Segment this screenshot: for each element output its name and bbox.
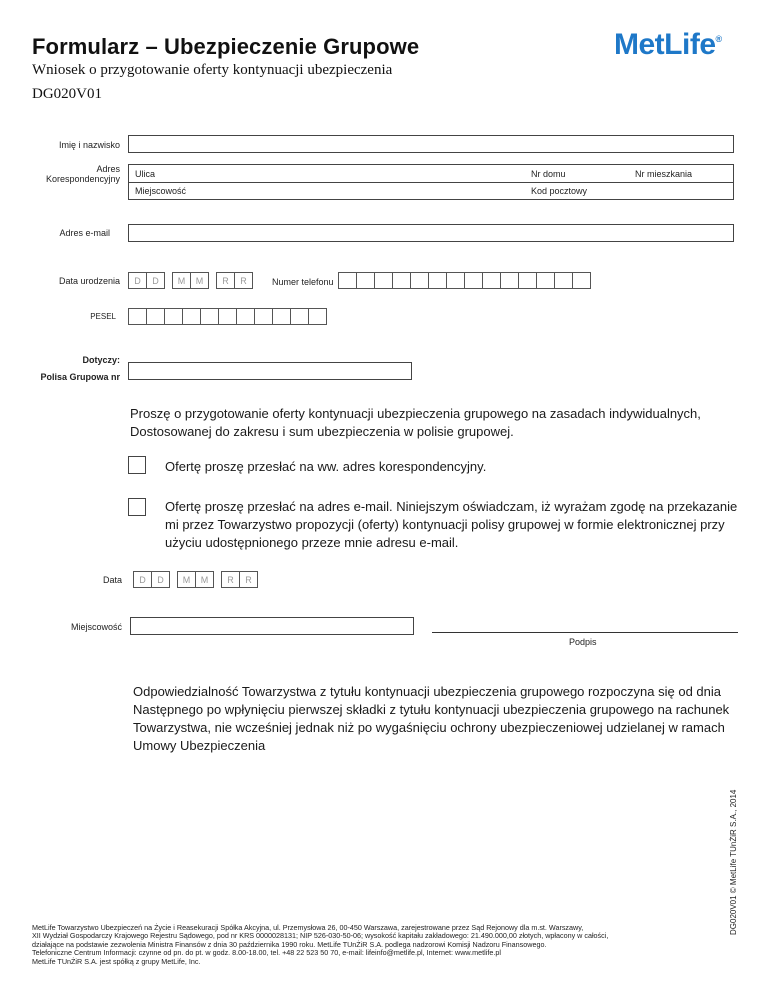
phone-cell[interactable] bbox=[392, 272, 411, 289]
phone-cells[interactable] bbox=[338, 272, 590, 289]
birth-date-cells[interactable] bbox=[128, 272, 252, 289]
pesel-cell[interactable] bbox=[164, 308, 183, 325]
liability-line-3: Towarzystwa, nie wcześniej jednak niż po wygaśnięciu ochrony ubezpieczeniowej udzielanej w ramach bbox=[133, 720, 725, 735]
phone-cell[interactable] bbox=[536, 272, 555, 289]
sign-year-cell[interactable]: R bbox=[221, 571, 240, 588]
sign-year-cell[interactable]: R bbox=[239, 571, 258, 588]
phone-cell[interactable] bbox=[356, 272, 375, 289]
birth-month-cell[interactable]: M bbox=[172, 272, 191, 289]
footer-line-2: XII Wydział Gospodarczy Krajowego Rejestru Sądowego, pod nr KRS 0000028131; NIP 526-030-50-06; wysokość kapitału zakładowego: 21.490.000,00 złotych, wpłacony w całości, bbox=[32, 931, 609, 941]
phone-cell[interactable] bbox=[374, 272, 393, 289]
pesel-cell[interactable] bbox=[128, 308, 147, 325]
metlife-logo: MetLife® bbox=[614, 28, 722, 61]
option-email-line-2: mi przez Towarzystwo propozycji (oferty) kontynuacji polisy grupowej w formie elektronicznej przy bbox=[165, 517, 725, 532]
phone-label: Numer telefonu bbox=[272, 277, 334, 287]
phone-cell[interactable] bbox=[572, 272, 591, 289]
flat-no-label: Nr mieszkania bbox=[635, 169, 693, 179]
birth-year-cell[interactable]: R bbox=[216, 272, 235, 289]
option-email-checkbox[interactable] bbox=[128, 498, 146, 516]
signature-line[interactable] bbox=[432, 632, 738, 633]
name-label: Imię i nazwisko bbox=[58, 140, 120, 150]
phone-cell[interactable] bbox=[338, 272, 357, 289]
signature-label: Podpis bbox=[569, 637, 597, 647]
sign-month-cell[interactable]: M bbox=[195, 571, 214, 588]
phone-cell[interactable] bbox=[554, 272, 573, 289]
signature-date-label: Data bbox=[102, 575, 122, 585]
footer-line-5: MetLife TUnŻiR S.A. jest spółką z grupy MetLife, Inc. bbox=[32, 956, 201, 966]
vertical-copyright: DG020V01 © MetLife TUnŻiR S.A., 2014 bbox=[729, 789, 738, 935]
request-text-line-1: Proszę o przygotowanie oferty kontynuacji ubezpieczenia grupowego na zasadach indywidualnych, bbox=[130, 406, 701, 421]
name-field[interactable] bbox=[128, 135, 734, 153]
birth-year-cell[interactable]: R bbox=[234, 272, 253, 289]
phone-cell[interactable] bbox=[500, 272, 519, 289]
phone-cell[interactable] bbox=[482, 272, 501, 289]
phone-cell[interactable] bbox=[518, 272, 537, 289]
form-code: DG020V01 bbox=[32, 86, 102, 102]
option-email-line-3: użyciu udostępnionego przeze mnie adresu e-mail. bbox=[165, 535, 459, 550]
pesel-cell[interactable] bbox=[290, 308, 309, 325]
email-field[interactable] bbox=[128, 224, 734, 242]
address-field[interactable] bbox=[128, 164, 734, 200]
signature-date-cells[interactable] bbox=[133, 571, 257, 588]
request-text-line-2: Dostosowanej do zakresu i sum ubezpieczenia w polisie grupowej. bbox=[130, 424, 514, 439]
address-label-line-2: Korespondencyjny bbox=[45, 174, 120, 184]
footer-legal bbox=[32, 924, 712, 966]
form-title: Formularz – Ubezpieczenie Grupowe bbox=[32, 34, 420, 59]
pesel-cell[interactable] bbox=[254, 308, 273, 325]
option-postal-checkbox[interactable] bbox=[128, 456, 146, 474]
footer-line-3: działające na podstawie zezwolenia Ministra Finansów z dnia 30 października 1990 roku. MetLife TUnŻiR S.A. podlega nadzorowi Komisji Nadzoru Finansowego. bbox=[32, 939, 547, 949]
option-email-line-1: Ofertę proszę przesłać na adres e-mail. Niniejszym oświadczam, iż wyrażam zgodę na przekazanie bbox=[165, 499, 738, 514]
liability-line-4: Umowy Ubezpieczenia bbox=[133, 738, 266, 753]
pesel-cell[interactable] bbox=[146, 308, 165, 325]
pesel-cell[interactable] bbox=[236, 308, 255, 325]
sign-day-cell[interactable]: D bbox=[133, 571, 152, 588]
concerns-label: Dotyczy: bbox=[82, 355, 120, 365]
birth-month-cell[interactable]: M bbox=[190, 272, 209, 289]
phone-cell[interactable] bbox=[446, 272, 465, 289]
city-label: Miejscowość bbox=[135, 186, 187, 196]
sign-day-cell[interactable]: D bbox=[151, 571, 170, 588]
house-no-label: Nr domu bbox=[531, 169, 566, 179]
liability-line-1: Odpowiedzialność Towarzystwa z tytułu kontynuacji ubezpieczenia grupowego rozpoczyna się od dnia bbox=[133, 684, 721, 699]
phone-cell[interactable] bbox=[464, 272, 483, 289]
birth-date-label: Data urodzenia bbox=[58, 276, 120, 286]
postal-code-label: Kod pocztowy bbox=[531, 186, 588, 196]
phone-cell[interactable] bbox=[428, 272, 447, 289]
pesel-label: PESEL bbox=[90, 312, 116, 321]
option-postal-text: Ofertę proszę przesłać na ww. adres korespondencyjny. bbox=[165, 459, 487, 474]
form-subtitle: Wniosek o przygotowanie oferty kontynuacji ubezpieczenia bbox=[32, 62, 393, 78]
pesel-cells[interactable] bbox=[128, 308, 326, 325]
pesel-cell[interactable] bbox=[308, 308, 327, 325]
policy-number-field[interactable] bbox=[128, 362, 412, 380]
option-email-text bbox=[165, 498, 755, 552]
birth-day-cell[interactable]: D bbox=[128, 272, 147, 289]
phone-cell[interactable] bbox=[410, 272, 429, 289]
birth-day-cell[interactable]: D bbox=[146, 272, 165, 289]
footer-line-4: Telefoniczne Centrum Informacji: czynne od pn. do pt. w godz. 8.00-18.00, tel. +48 22 523 50 70, e-mail: lifeinfo@metlife.pl, Internet: www.metlife.pl bbox=[32, 948, 501, 958]
address-label-line-1: Adres bbox=[96, 164, 120, 174]
pesel-cell[interactable] bbox=[272, 308, 291, 325]
signature-city-field[interactable] bbox=[130, 617, 414, 635]
email-label: Adres e-mail bbox=[59, 228, 110, 238]
address-divider bbox=[129, 182, 733, 183]
request-text bbox=[130, 405, 740, 441]
sign-month-cell[interactable]: M bbox=[177, 571, 196, 588]
liability-text bbox=[133, 683, 753, 755]
street-label: Ulica bbox=[135, 169, 156, 179]
signature-city-label: Miejscowość bbox=[70, 622, 122, 632]
pesel-cell[interactable] bbox=[200, 308, 219, 325]
address-label bbox=[20, 164, 120, 184]
pesel-cell[interactable] bbox=[218, 308, 237, 325]
pesel-cell[interactable] bbox=[182, 308, 201, 325]
liability-line-2: Następnego po wpłynięciu pierwszej składki z tytułu kontynuacji ubezpieczenia grupowego na rachunek bbox=[133, 702, 730, 717]
policy-label: Polisa Grupowa nr bbox=[40, 372, 120, 382]
footer-line-1: MetLife Towarzystwo Ubezpieczeń na Życie i Reasekuracji Spółka Akcyjna, ul. Przemysłowa 26, 00-450 Warszawa, zarejestrowane przez Sąd Rejonowy dla m.st. Warszawy, bbox=[32, 923, 584, 932]
